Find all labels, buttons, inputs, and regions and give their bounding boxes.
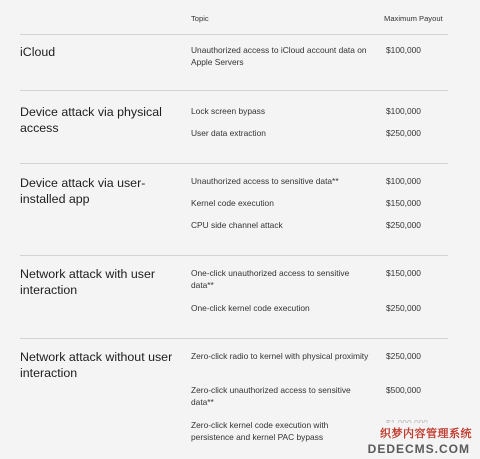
category-user-installed-app: Device attack via user-installed app [20, 176, 146, 206]
topic-column-header: Topic [191, 14, 209, 23]
category-network-without-interaction: Network attack without user interaction [20, 350, 173, 380]
payout-cell: $100,000 [386, 176, 421, 186]
topic-cell: One-click unauthorized access to sensitive data** [191, 268, 350, 290]
divider [20, 338, 448, 339]
topic-cell: Kernel code execution [191, 198, 274, 208]
payout-cell: $150,000 [386, 268, 421, 278]
payout-cell: $250,000 [386, 220, 421, 230]
payout-cell: $100,000 [386, 106, 421, 116]
topic-cell: Zero-click kernel code execution with persistence and kernel PAC bypass [191, 420, 329, 442]
topic-cell: Unauthorized access to sensitive data** [191, 176, 339, 186]
divider [20, 163, 448, 164]
divider [20, 90, 448, 91]
payout-cell: $150,000 [386, 198, 421, 208]
category-physical-access: Device attack via physical access [20, 105, 162, 135]
topic-cell: One-click kernel code execution [191, 303, 310, 313]
topic-cell: Zero-click radio to kernel with physical proximity [191, 351, 369, 361]
table-header [0, 14, 480, 28]
topic-cell: CPU side channel attack [191, 220, 283, 230]
payout-cell: $100,000 [386, 45, 421, 55]
payout-cell: $250,000 [386, 303, 421, 313]
category-network-with-interaction: Network attack with user interaction [20, 267, 155, 297]
watermark-domain-text: DEDECMS.COM [367, 442, 470, 456]
site-watermark [366, 423, 480, 459]
divider [20, 34, 448, 35]
topic-cell: Zero-click unauthorized access to sensitive data** [191, 385, 351, 407]
payout-column-header: Maximum Payout [384, 14, 443, 23]
topic-cell: User data extraction [191, 128, 266, 138]
watermark-chinese-text: 织梦内容管理系统 [380, 428, 472, 440]
topic-cell: Lock screen bypass [191, 106, 266, 116]
divider [20, 255, 448, 256]
category-icloud: iCloud [20, 45, 56, 59]
payout-cell: $500,000 [386, 385, 421, 395]
topic-cell: Unauthorized access to iCloud account data on Apple Servers [191, 45, 367, 67]
payout-cell: $250,000 [386, 351, 421, 361]
payout-cell: $250,000 [386, 128, 421, 138]
